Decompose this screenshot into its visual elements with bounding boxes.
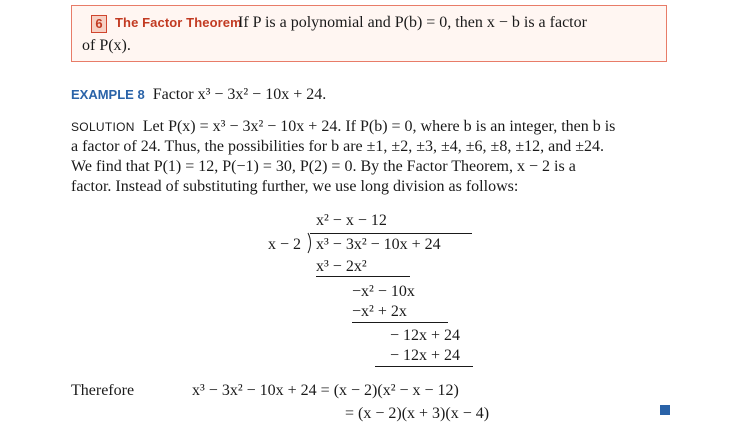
division-step-4: − 12x + 24 xyxy=(390,327,461,344)
division-quotient: x² − x − 12 xyxy=(316,212,387,229)
conclusion-line-1: x³ − 3x² − 10x + 24 = (x − 2)(x² − x − 12) xyxy=(192,382,459,399)
solution-line-2: a factor of 24. Thus, the possibilities for b are ±1, ±2, ±3, ±4, ±6, ±8, ±12, and ±24. xyxy=(71,138,604,155)
solution-line-3: We find that P(1) = 12, P(−1) = 30, P(2) = 0. By the Factor Theorem, x − 2 is a xyxy=(71,158,576,175)
example-prompt: Factor x³ − 3x² − 10x + 24. xyxy=(152,86,327,103)
solution-label: SOLUTION xyxy=(71,120,135,134)
end-of-proof-square-icon xyxy=(660,405,670,415)
division-step-5: − 12x + 24 xyxy=(390,347,461,364)
division-step-1: x³ − 2x² xyxy=(316,258,367,275)
solution-line-1 xyxy=(71,118,615,136)
theorem-number-badge: 6 xyxy=(91,15,107,33)
theorem-statement-line1: If P is a polynomial and P(b) = 0, then x − b is a factor xyxy=(238,14,587,31)
theorem-statement-line2: of P(x). xyxy=(82,37,131,54)
division-rule-3 xyxy=(375,366,473,367)
conclusion-line-2: = (x − 2)(x + 3)(x − 4) xyxy=(345,405,490,422)
theorem-box xyxy=(71,5,667,62)
example-heading xyxy=(71,86,326,104)
division-divisor: x − 2 xyxy=(268,236,302,253)
division-dividend: x³ − 3x² − 10x + 24 xyxy=(316,236,441,253)
conclusion-label: Therefore xyxy=(71,382,135,399)
division-step-3: −x² + 2x xyxy=(352,303,407,320)
example-label: EXAMPLE 8 xyxy=(71,87,145,102)
division-bar xyxy=(310,233,472,234)
division-bracket xyxy=(306,232,314,254)
theorem-title: The Factor Theorem xyxy=(115,15,242,30)
division-rule-2 xyxy=(352,322,448,323)
division-rule-1 xyxy=(316,276,410,277)
solution-text-1: Let P(x) = x³ − 3x² − 10x + 24. If P(b) = 0, where b is an integer, then b is xyxy=(142,118,616,135)
solution-line-4: factor. Instead of substituting further, we use long division as follows: xyxy=(71,178,519,195)
division-step-2: −x² − 10x xyxy=(352,283,415,300)
